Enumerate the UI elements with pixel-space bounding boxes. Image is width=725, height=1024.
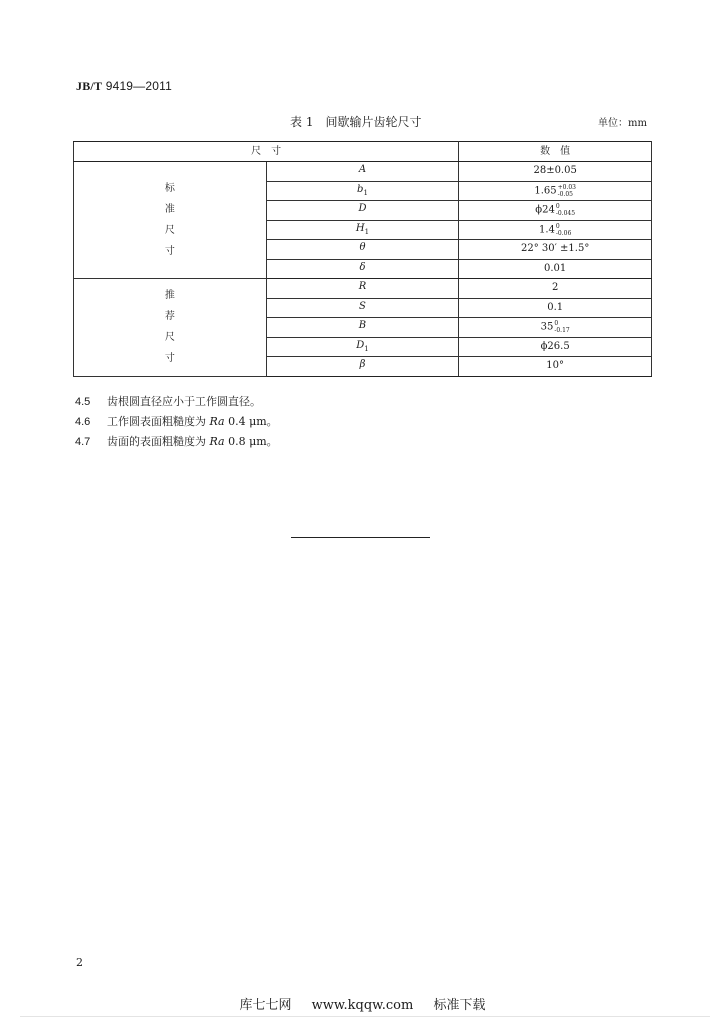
clause-post: 0.8 μm。 xyxy=(224,435,278,448)
symbol-subscript: 1 xyxy=(364,344,369,353)
header-value: 数 值 xyxy=(459,142,652,162)
tolerance-lower: -0.06 xyxy=(555,229,572,237)
group-char: 准 xyxy=(164,204,175,215)
table-header-row xyxy=(74,142,652,162)
symbol-cell xyxy=(266,181,459,201)
clause-pre: 工作圆表面粗糙度为 xyxy=(107,415,210,428)
symbol: S xyxy=(359,300,366,312)
tolerance-upper: 0 xyxy=(554,320,559,328)
symbol: A xyxy=(358,164,367,176)
symbol-subscript: 1 xyxy=(364,227,370,236)
tolerance xyxy=(556,203,575,217)
value: 28±0.05 xyxy=(533,165,577,177)
group-char: 推 xyxy=(164,290,175,302)
value-cell xyxy=(459,240,652,260)
clause-4-6 xyxy=(75,413,278,429)
symbol: b xyxy=(357,183,364,195)
symbol: θ xyxy=(359,242,366,254)
value: 10° xyxy=(546,360,565,372)
value-cell xyxy=(459,181,652,201)
value-cell xyxy=(459,162,652,182)
tolerance xyxy=(556,223,571,237)
footer-label: 标准下载 xyxy=(433,998,486,1013)
tolerance xyxy=(558,184,576,198)
gear-dimension-table xyxy=(73,141,652,377)
value: 22° 30′ ±1.5° xyxy=(520,243,590,255)
table-row xyxy=(74,279,652,299)
standard-code xyxy=(76,79,172,94)
symbol-cell xyxy=(266,240,459,260)
footer xyxy=(0,994,725,1013)
symbol-subscript: 1 xyxy=(363,188,368,197)
group-recommended xyxy=(74,279,267,377)
value-cell xyxy=(459,337,652,357)
footer-url[interactable]: www.kqqw.com xyxy=(311,998,414,1013)
value: 2 xyxy=(551,282,559,294)
tolerance-lower: -0.17 xyxy=(554,327,570,335)
clause-post: 0.4 μm。 xyxy=(224,415,278,428)
page-number: 2 xyxy=(76,956,83,969)
symbol: R xyxy=(358,281,367,293)
standard-number: 9419—2011 xyxy=(102,79,172,93)
group-char: 尺 xyxy=(164,225,175,236)
table-body xyxy=(74,162,652,377)
clause-text: 齿根圆直径应小于工作圆直径。 xyxy=(107,395,261,408)
value-cell xyxy=(459,259,652,279)
symbol-cell xyxy=(266,279,459,299)
group-char: 尺 xyxy=(164,332,175,344)
group-char: 寸 xyxy=(164,246,175,257)
value-cell xyxy=(459,357,652,377)
tolerance-upper: +0.03 xyxy=(557,183,576,191)
end-rule xyxy=(291,537,430,538)
symbol-cell xyxy=(266,337,459,357)
symbol: H xyxy=(355,222,365,234)
symbol-cell xyxy=(266,201,459,221)
tolerance xyxy=(554,320,569,334)
value: 0.1 xyxy=(547,301,564,313)
symbol: D xyxy=(358,203,367,215)
group-char: 标 xyxy=(164,183,175,194)
value: ϕ24 xyxy=(535,204,555,216)
symbol-cell xyxy=(266,318,459,338)
symbol-cell xyxy=(266,298,459,318)
value: 35 xyxy=(540,321,554,333)
value: 0.01 xyxy=(544,262,567,274)
footer-site: 库七七网 xyxy=(239,998,292,1013)
symbol: δ xyxy=(359,261,366,273)
group-standard xyxy=(74,162,267,279)
standard-prefix: JB/T xyxy=(76,79,103,93)
value-cell xyxy=(459,201,652,221)
symbol-cell xyxy=(266,162,459,182)
symbol-cell xyxy=(266,220,459,240)
clause-4-7 xyxy=(75,433,278,449)
group-char: 寸 xyxy=(164,353,175,365)
tolerance-lower: -0.045 xyxy=(555,210,576,218)
value-cell xyxy=(459,220,652,240)
group-char: 荐 xyxy=(164,311,175,323)
symbol: β xyxy=(359,359,366,371)
tolerance-upper: 0 xyxy=(555,203,560,211)
clause-pre: 齿面的表面粗糙度为 xyxy=(107,435,210,448)
clause-ital: Ra xyxy=(209,415,225,428)
value-cell xyxy=(459,298,652,318)
clause-number: 4.6 xyxy=(75,416,91,428)
value-cell xyxy=(459,318,652,338)
header-size: 尺 寸 xyxy=(74,142,459,162)
tolerance-upper: 0 xyxy=(555,222,560,230)
footer-divider xyxy=(20,1016,710,1017)
value: 1.4 xyxy=(539,224,555,236)
table-unit: 单位：mm xyxy=(598,118,647,129)
clause-number: 4.7 xyxy=(75,436,91,448)
clause-ital: Ra xyxy=(209,435,225,448)
value: 1.65 xyxy=(534,185,557,197)
clause-number: 4.5 xyxy=(75,396,91,408)
tolerance-lower: -0.05 xyxy=(557,190,573,198)
value-cell xyxy=(459,279,652,299)
table-title: 表 1 间歇输片齿轮尺寸 xyxy=(290,115,422,129)
symbol-cell xyxy=(266,357,459,377)
table-row xyxy=(74,162,652,182)
symbol-cell xyxy=(266,259,459,279)
clause-4-5 xyxy=(75,393,261,409)
value: ϕ26.5 xyxy=(540,340,570,352)
symbol: B xyxy=(358,320,367,332)
symbol: D xyxy=(356,339,365,351)
